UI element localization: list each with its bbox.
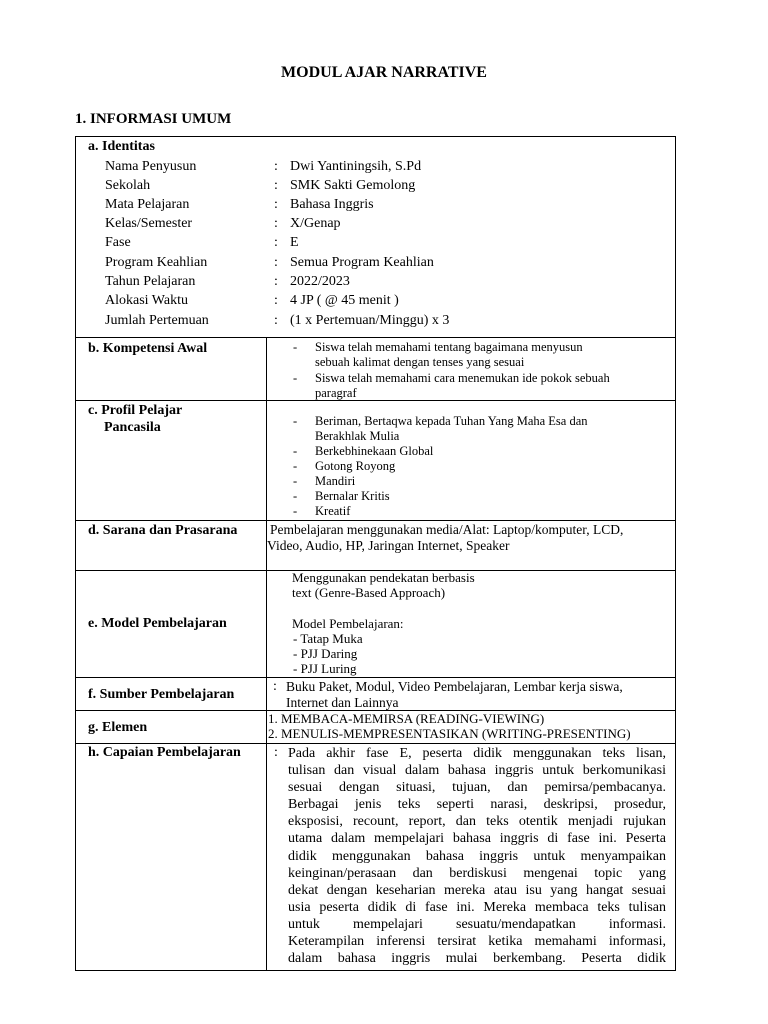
bullet-dash: - [293, 371, 298, 385]
sumber-colon: : [273, 679, 277, 694]
sumber-text-cont: Internet dan Lainnya [286, 695, 399, 710]
identitas-value: Dwi Yantiningsih, S.Pd [290, 159, 422, 174]
identitas-colon: : [274, 313, 278, 328]
profil-item: Berkebhinekaan Global [315, 444, 434, 458]
row-divider [75, 743, 676, 744]
profil-item: Beriman, Bertaqwa kepada Tuhan Yang Maha Esa dan [315, 414, 588, 428]
elemen-item: 1. MEMBACA-MEMIRSA (READING-VIEWING) [268, 711, 545, 726]
identitas-label: Program Keahlian [105, 255, 208, 270]
identitas-colon: : [274, 197, 278, 212]
identitas-value: Semua Program Keahlian [290, 255, 434, 270]
capaian-colon: : [274, 745, 278, 760]
bullet-dash: - [293, 489, 298, 503]
bullet-dash: - [293, 504, 298, 518]
identitas-label: Tahun Pelajaran [105, 274, 196, 289]
model-text: - PJJ Daring [293, 646, 358, 661]
identitas-colon: : [274, 235, 278, 250]
identitas-colon: : [274, 159, 278, 174]
capaian-line: dekat dengan keseharian mereka atau isu yang hangat sesuai [288, 882, 666, 898]
capaian-line: usia peserta didik di fase ini. Mereka membaca teks tulisan [288, 899, 666, 915]
identitas-label: Alokasi Waktu [105, 293, 188, 308]
row-divider [75, 400, 676, 401]
bullet-dash: - [293, 444, 298, 458]
sarana-text: Pembelajaran menggunakan media/Alat: Laptop/komputer, LCD, [270, 522, 624, 537]
identitas-label: Jumlah Pertemuan [105, 313, 209, 328]
identitas-value: X/Genap [290, 216, 341, 231]
column-divider [266, 337, 267, 971]
identitas-label: Nama Penyusun [105, 159, 197, 174]
capaian-line: eksposisi, recount, report, dan teks otentik menjadi rujukan [288, 814, 666, 830]
kompetensi-label: b. Kompetensi Awal [88, 341, 208, 356]
sumber-text: Buku Paket, Modul, Video Pembelajaran, Lembar kerja siswa, [286, 679, 623, 694]
profil-item-cont: Berakhlak Mulia [315, 429, 400, 443]
identitas-value: E [290, 235, 299, 250]
identitas-label: Sekolah [105, 178, 151, 193]
kompetensi-item: Siswa telah memahami cara menemukan ide pokok sebuah [315, 371, 610, 385]
identitas-label: Fase [105, 235, 131, 250]
bullet-dash: - [293, 414, 298, 428]
bullet-dash: - [293, 459, 298, 473]
bullet-dash: - [293, 474, 298, 488]
identitas-heading: a. Identitas [88, 139, 155, 154]
identitas-value: Bahasa Inggris [290, 197, 374, 212]
kompetensi-item-cont: sebuah kalimat dengan tenses yang sesuai [315, 355, 525, 369]
profil-item: Mandiri [315, 474, 356, 488]
identitas-colon: : [274, 255, 278, 270]
elemen-item: 2. MENULIS-MEMPRESENTASIKAN (WRITING-PRESENTING) [268, 726, 631, 741]
model-text: Model Pembelajaran: [292, 616, 404, 631]
capaian-line: Berbagai jenis teks seperti narasi, deskripsi, prosedur, [288, 797, 666, 813]
identitas-colon: : [274, 293, 278, 308]
identitas-label: Mata Pelajaran [105, 197, 190, 212]
row-divider [75, 520, 676, 521]
capaian-line: keinginan/perasaan dan berdiskusi mengenai topic yang [288, 865, 666, 881]
identitas-label: Kelas/Semester [105, 216, 193, 231]
profil-item: Gotong Royong [315, 459, 396, 473]
document-title: MODUL AJAR NARRATIVE [281, 64, 487, 81]
section-heading: 1. INFORMASI UMUM [75, 111, 232, 127]
row-divider [75, 337, 676, 338]
capaian-paragraph [288, 745, 666, 967]
model-text: - Tatap Muka [293, 631, 363, 646]
profil-item: Bernalar Kritis [315, 489, 390, 503]
identitas-value: SMK Sakti Gemolong [290, 178, 416, 193]
identitas-value: 4 JP ( @ 45 menit ) [290, 293, 399, 308]
model-text: Menggunakan pendekatan berbasis [292, 570, 475, 585]
model-text: text (Genre-Based Approach) [292, 585, 446, 600]
capaian-line: utama dalam mempelajari bahasa inggris di fase ini. Peserta [288, 831, 666, 847]
sarana-label: d. Sarana dan Prasarana [88, 523, 238, 538]
model-label: e. Model Pembelajaran [88, 616, 227, 631]
profil-item: Kreatif [315, 504, 351, 518]
bullet-dash: - [293, 340, 298, 354]
elemen-label: g. Elemen [88, 720, 148, 735]
profil-label-cont: Pancasila [104, 420, 161, 435]
capaian-line: tulisan dan visual dalam bahasa inggris untuk berkomunikasi [288, 763, 666, 779]
identitas-value: (1 x Pertemuan/Minggu) x 3 [290, 313, 450, 328]
sarana-text-cont: Video, Audio, HP, Jaringan Internet, Speaker [267, 538, 510, 553]
kompetensi-item-cont: paragraf [315, 386, 357, 400]
kompetensi-item: Siswa telah memahami tentang bagaimana menyusun [315, 340, 583, 354]
capaian-line: Pada akhir fase E, peserta didik menggunakan teks lisan, [288, 746, 666, 761]
row-divider [75, 677, 676, 678]
identitas-value: 2022/2023 [290, 274, 350, 289]
identitas-colon: : [274, 178, 278, 193]
model-text: - PJJ Luring [293, 661, 357, 676]
capaian-line: sesuai dengan situasi, tujuan, dan pemirsa/pembacanya. [288, 780, 666, 796]
capaian-line: untuk mempelajari sesuatu/mendapatkan informasi. [288, 916, 666, 932]
profil-label: c. Profil Pelajar [88, 403, 183, 418]
identitas-colon: : [274, 216, 278, 231]
identitas-colon: : [274, 274, 278, 289]
capaian-line: didik menggunakan bahasa inggris untuk menyampaikan [288, 848, 666, 864]
capaian-line: dalam bahasa inggris mulai berkembang. Peserta didik [288, 951, 666, 967]
sumber-label: f. Sumber Pembelajaran [88, 687, 235, 702]
capaian-line: Keterampilan inferensi tersirat ketika memahami informasi, [288, 934, 666, 950]
capaian-label: h. Capaian Pembelajaran [88, 745, 241, 760]
